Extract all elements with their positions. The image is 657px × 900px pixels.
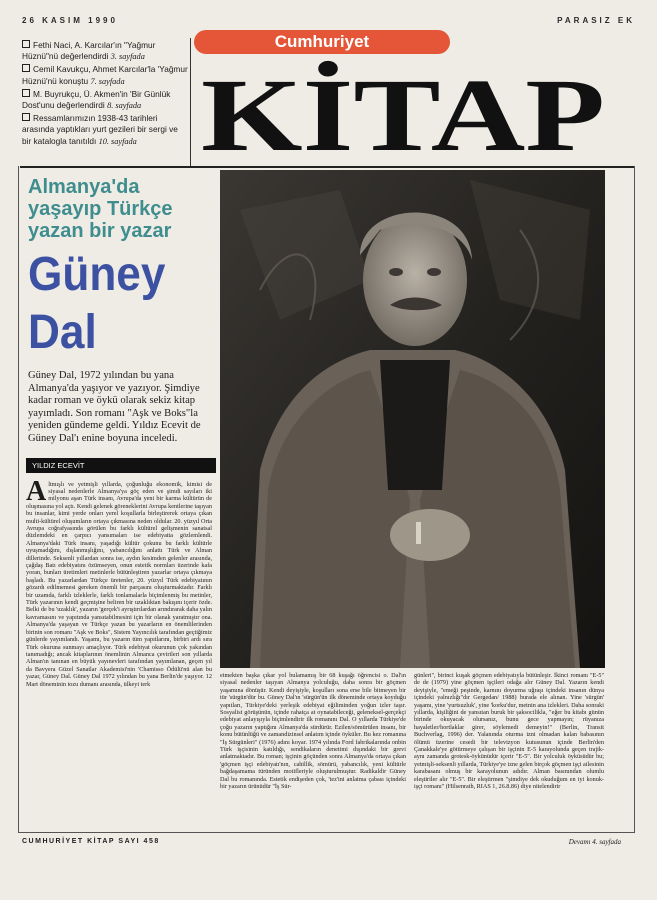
- contents-item: Ressamlarımızın 1938-43 tarihleri arasında yaptıkları yurt gezileri bir sergi ve bir katalogla tanıtıldı 10. sayfada: [22, 113, 178, 146]
- author-photo: [220, 170, 605, 668]
- contents-list: [22, 40, 188, 149]
- bullet-box-icon: [22, 40, 30, 48]
- issue-date: 26 KASIM 1990: [22, 16, 118, 25]
- contents-item: Fethi Naci, A. Karcılar'ın "Yağmur Hüznü"nü değerlendirdi 3. sayfada: [22, 40, 156, 62]
- drop-cap: A: [26, 475, 47, 507]
- byline: YILDIZ ECEVİT: [26, 458, 216, 473]
- article-column-3: günleri", birinci kuşak göçmen edebiyatıyla bütünleşir. İkinci romanı "E-5" de de (1979) yine göçmen işçileri odağa alır Güney Dal. Yazarın kendi deyişiyle, "emeği peşinde, karnını doyurma uğraşı içindeki insanın dünya içindeki yalnızlığı"dır Gergedan/ 1988) burada ele alınan. Yine 'sürgün' yaşamı, yine 'yurtsuzluk', yine 'korku'dur, metnin ana izlekleri. Daha sonraki yıllarda, kişiliğini de yansıtan buruk bir şaksocilikla, "eğer bu kitabı günün birinde okuyacak olursanız, bunu gece yapmayın; rüyanıza hayaletler/hortlaklar girer, söylemedi demeyin!" (Berlin, Transit Buchverlag, 1996) der. Yalanında oturma izni olmadan kalan babasının ölümü üzerine cesedi bir televizyon kutusunun içinde Berlin'den Çanakkale'ye götürmeye çalışan bir işçinin E-5 karayolunda geçen trajik-aynı zamanda grotesk-öykünüdür içerir "E-5". Bir yolculuk öyküsüdür bu; yetmişli-seksenli yıllarda, Türkiye'ye izne gelen birçok göçmen işçi ailesinin karabasanı olmuş bir karayolunun adıdır. Alman basınından olumlu eleştiriler alır "E-5". Bir eleştirmen "şimdiye dek okuduğum en iyi konuk-işçi romanı" (Hilsenrath, RIAS 1, 26.8.86) diye nitelendirir: [414, 672, 604, 791]
- main-headline: Güney Dal: [28, 248, 166, 359]
- article-column-1: Altmışlı ve yetmişli yıllarda, çoğunluğu ekonomik, kimisi de siyasal nedenlerle Almanya'ya göç eden ve şimdi sayıları iki milyonu aşan Türk insanı, Avrupa'da yeni bir karma kültürün de oluşmasına yol açtı. Kendi gelenek göreneklerini Avrupa kentlerine taşıyan bu insanlar, kimi yerde onları yerel koşullarla birleştirerek ortaya çıkan multi-kültürel oluşumların ortaya çıkmasına neden oldular. 20. yüzyıl Orta Avrupa coğrafyasında görülen bu farklı kültürel gelişmenin sanatsal düzlemdeki en çarpıcı yansımaları ise edebiyatta gözlemlendi. Almanya'daki Türk insanı, yaşadığı kültür çokunu bu farklı kültürle uyuşmadığını, dışlanmışlığını, yabancılığını anlattı Türk ve Alman dillerinde. Seksenli yıllardan sonra ise, aydın kesimden gelenler arasında, çağdaş Batı edebiyatını özümseyen, onun estetik normları üzerinde kafa yoran, bunları üretimleri metinlerle bütünleştiren yazarlar ortaya çıkmaya başladı. Bu yazarlardan Türkçe üretenler, 20. yüzyıl Türk edebiyatının gözardı edilmemesi gereken önemli bir parçasını oluşturmaktadır. Farklı bir uzamda, farklı izleklerle, farklı tonlamalarla biçimlenmiş bu metinler, Türk yazarının kendi geçmişine beliren bir uzaklıktan bakışını içerir özde. Belki de bu 'uzaklık', yazarın 'gerçek'i ayrıştırılardan arındırarak daha yalın kavramasını ve yapıtında yansıtabilmesini için bir olanak yaratmıştır ona. Almanya'da yaşayan ve Türkçe yazan bu yazarların en önemlilerinden birinin son romanı "Aşk ve Boks", Sistem Yayıncılık tarafından geçtiğimiz günlerde yayımlandı. Yaşamı, bu yazarın tüm yapıtlarını, birbiri ardı sıra Türk okuruna sunmayı amaçlıyor. Türk edebiyat okurunun çok yakından tanımadığı; ancak kitaplarının önemlinin Almanca çevirileri son yıllarda Alman'ın tanınan en büyük yayınevleri tarafından yayımlanan, geçen yıl da Bavyera Güzel Sanatlar Akademisi'nin 'Chamisso Ödülü'nü alan bu yazar, Güney Dal. Güney Dal 1972 yılından bu yana Berlin'de yaşıyor. 12 Mart döneminin tozu dumanı arasında, ülkeyi terk: [26, 475, 212, 688]
- contents-item: M. Buyrukçu, Ü. Akmen'in 'Bir Günlük Dost'unu değerlendirdi 8. sayfada: [22, 88, 171, 111]
- article-column-2: etmekten başka çıkar yol bulamamış bir 68 kuşağı öğrencisi o. Dal'ın siyasal nedenler taşıyan Almanya yolculuğu, daha sonra bir göçmen yaşamına dönüşür. Kendi deyişiyle, koşulları sona erse bile bitmeyen bir tür 'sürgün'dür bu. Güney Dal'ın 'sürgün'ün ilk döneminde ortaya koyduğu yapıtları, Türkiye'deki yerleşik edebiyat eğiliminden yoğun izler taşır. Sosyalist görüşünün, içinde rahatça at oynatabileceği, geleneksel-gerçekçi edebiyat anlayışıyla biçimlendirir ilk romanını Dal. O yıllarda Türkiye'de çoğu yazarın yaptığını Almanya'da sürdürür. Ezilen/sömürülen insanı, bir konu bütünlüğü ve zamandizinsel anlatım içinde öyküler. Bu kez romanına "İş Sürgünleri" (1976) adını koyar. 1974 yılında Ford fabrikalarında onbin Türk işçisinin katıldığı, sendikaların denetimi dışındaki bir grevi anlatmaktadır. Bu roman; işçinin göçünden sonra Almanya'da ortaya çıkan 'göçmen işçi edebiyatı'nın, cahillik, sömürü, yabancılık, yeni kültürle bağdaşamama türünden motifleriyle oluşturulmuştur. Radikaldir Güney Dal bu romanında. Estetik endişeden çok, 'tez'ini anlatma çabası içindeki bir yazarın ürünüdür "İş Sür-: [220, 672, 406, 791]
- kicker-headline: Almanya'da yaşayıp Türkçe yazan bir yazar: [28, 176, 173, 242]
- header-rule: [20, 166, 635, 168]
- footer-issue: CUMHURİYET KİTAP SAYI 458: [22, 838, 160, 845]
- kitap-title: KİTAP: [201, 58, 605, 166]
- kitap-wordmark: [196, 52, 610, 166]
- frame-bottom: [18, 832, 635, 833]
- bullet-box-icon: [22, 64, 30, 72]
- bullet-box-icon: [22, 113, 30, 121]
- brand-logo: Cumhuriyet: [194, 30, 450, 54]
- top-line: [22, 14, 635, 30]
- kitap-masthead: [196, 52, 610, 166]
- frame-right: [634, 166, 635, 832]
- price-note: PARASIZ EK: [557, 16, 635, 25]
- frame-left: [18, 166, 19, 832]
- portrait-image: [220, 170, 605, 668]
- article-intro: [22, 170, 214, 688]
- page-footer: [22, 834, 635, 848]
- continued-note: Devamı 4. sayfada: [568, 838, 621, 846]
- divider: [190, 38, 191, 166]
- lead-paragraph: Güney Dal, 1972 yılından bu yana Almanya'da yaşıyor ve yazıyor. Şimdiye kadar roman ve öykü olarak sekiz kitap yayımladı. Son romanı "Aşk ve Boks"la yeniden gündeme geldi. Yıldız Ecevit de Güney Dal'ı enine boyuna inceledi.: [28, 370, 201, 444]
- contents-item: Cemil Kavukçu, Ahmet Karcılar'la 'Yağmur Hüznü'nü konuştu 7. sayfada: [22, 64, 188, 86]
- bullet-box-icon: [22, 89, 30, 97]
